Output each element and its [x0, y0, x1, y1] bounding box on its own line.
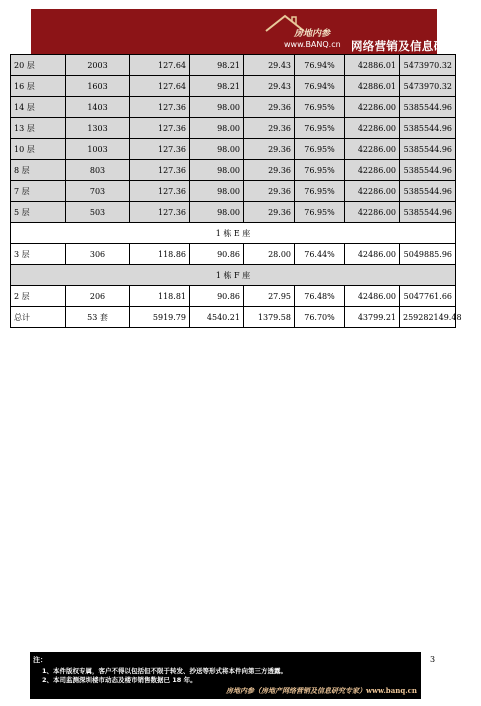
logo-text: 房地内参	[294, 29, 331, 39]
unit-cell: 703	[66, 181, 130, 202]
ratio-cell: 76.94%	[295, 76, 345, 97]
unit-cell: 1403	[66, 97, 130, 118]
section-row	[11, 223, 456, 244]
unit-price-cell: 42886.01	[345, 76, 400, 97]
table-row	[11, 181, 456, 202]
unit-price-cell: 42886.01	[345, 55, 400, 76]
page-number: 3	[430, 655, 436, 664]
floor-cell: 7 层	[11, 181, 66, 202]
inner-area-cell: 98.00	[190, 139, 244, 160]
total-price-cell: 5049885.96	[400, 244, 456, 265]
table-body	[11, 55, 462, 328]
header-banner	[31, 9, 481, 54]
table-row	[11, 307, 456, 328]
footer-brand: 房地内参（房地产网络营销及信息研究专家）	[226, 686, 366, 695]
unit-price-cell: 42486.00	[345, 244, 400, 265]
shared-area-cell: 1379.58	[244, 307, 295, 328]
unit-price-cell: 42286.00	[345, 160, 400, 181]
table-row	[11, 76, 456, 97]
unit-price-cell: 42286.00	[345, 181, 400, 202]
area-cell: 127.36	[130, 118, 190, 139]
shared-area-cell: 29.36	[244, 202, 295, 223]
table-row	[11, 55, 456, 76]
area-cell: 127.36	[130, 160, 190, 181]
inner-area-cell: 98.00	[190, 160, 244, 181]
unit-price-cell: 42286.00	[345, 118, 400, 139]
area-cell: 127.36	[130, 202, 190, 223]
unit-cell: 53 套	[66, 307, 130, 328]
unit-cell: 1303	[66, 118, 130, 139]
note-title: 注：	[33, 656, 47, 664]
total-price-cell: 5473970.32	[400, 76, 456, 97]
floor-cell: 10 层	[11, 139, 66, 160]
inner-area-cell: 98.00	[190, 181, 244, 202]
shared-area-cell: 29.43	[244, 76, 295, 97]
area-cell: 118.81	[130, 286, 190, 307]
total-price-cell: 5385544.96	[400, 181, 456, 202]
unit-cell: 1603	[66, 76, 130, 97]
area-cell: 118.86	[130, 244, 190, 265]
monitoring-note: 2、本司监测深圳楼市动态及楼市销售数据已 18 年。	[42, 676, 197, 684]
total-price-cell: 259282149.48	[400, 307, 456, 328]
ratio-cell: 76.95%	[295, 139, 345, 160]
area-cell: 127.36	[130, 181, 190, 202]
area-cell: 127.36	[130, 97, 190, 118]
inner-area-cell: 4540.21	[190, 307, 244, 328]
shared-area-cell: 27.95	[244, 286, 295, 307]
total-price-cell: 5047761.66	[400, 286, 456, 307]
area-cell: 5919.79	[130, 307, 190, 328]
floor-cell: 总计	[11, 307, 66, 328]
unit-price-cell: 42286.00	[345, 97, 400, 118]
ratio-cell: 76.95%	[295, 97, 345, 118]
shared-area-cell: 29.36	[244, 181, 295, 202]
table-row	[11, 118, 456, 139]
floor-cell: 14 层	[11, 97, 66, 118]
floor-cell: 16 层	[11, 76, 66, 97]
shared-area-cell: 29.36	[244, 97, 295, 118]
unit-price-cell: 42286.00	[345, 139, 400, 160]
shared-area-cell: 28.00	[244, 244, 295, 265]
unit-cell: 503	[66, 202, 130, 223]
unit-cell: 803	[66, 160, 130, 181]
sales-table	[10, 54, 462, 328]
area-cell: 127.64	[130, 55, 190, 76]
shared-area-cell: 29.36	[244, 118, 295, 139]
floor-cell: 20 层	[11, 55, 66, 76]
floor-cell: 13 层	[11, 118, 66, 139]
floor-cell: 8 层	[11, 160, 66, 181]
area-cell: 127.64	[130, 76, 190, 97]
unit-price-cell: 43799.21	[345, 307, 400, 328]
inner-area-cell: 98.00	[190, 202, 244, 223]
table-row	[11, 286, 456, 307]
table-row	[11, 97, 456, 118]
ratio-cell: 76.95%	[295, 118, 345, 139]
inner-area-cell: 98.00	[190, 118, 244, 139]
section-label: 1 栋 E 座	[11, 223, 456, 244]
total-price-cell: 5385544.96	[400, 160, 456, 181]
total-price-cell: 5385544.96	[400, 118, 456, 139]
shared-area-cell: 29.36	[244, 160, 295, 181]
logo-url: www.BANQ.cn	[284, 40, 341, 49]
inner-area-cell: 90.86	[190, 286, 244, 307]
footer-notes	[30, 652, 421, 699]
unit-price-cell: 42286.00	[345, 202, 400, 223]
inner-area-cell: 98.21	[190, 76, 244, 97]
unit-cell: 206	[66, 286, 130, 307]
unit-price-cell: 42486.00	[345, 286, 400, 307]
total-price-cell: 5385544.96	[400, 97, 456, 118]
unit-cell: 2003	[66, 55, 130, 76]
floor-cell: 5 层	[11, 202, 66, 223]
ratio-cell: 76.94%	[295, 55, 345, 76]
ratio-cell: 76.44%	[295, 244, 345, 265]
section-row	[11, 265, 456, 286]
table-row	[11, 139, 456, 160]
inner-area-cell: 98.00	[190, 97, 244, 118]
total-price-cell: 5473970.32	[400, 55, 456, 76]
ratio-cell: 76.95%	[295, 160, 345, 181]
table-row	[11, 160, 456, 181]
table-row	[11, 244, 456, 265]
ratio-cell: 76.48%	[295, 286, 345, 307]
total-price-cell: 5385544.96	[400, 202, 456, 223]
inner-area-cell: 98.21	[190, 55, 244, 76]
total-price-cell: 5385544.96	[400, 139, 456, 160]
shared-area-cell: 29.36	[244, 139, 295, 160]
ratio-cell: 76.95%	[295, 181, 345, 202]
table-row	[11, 202, 456, 223]
shared-area-cell: 29.43	[244, 55, 295, 76]
footer-url: www.banq.cn	[365, 686, 417, 695]
unit-cell: 306	[66, 244, 130, 265]
floor-cell: 3 层	[11, 244, 66, 265]
area-cell: 127.36	[130, 139, 190, 160]
section-label: 1 栋 F 座	[11, 265, 456, 286]
unit-cell: 1003	[66, 139, 130, 160]
copyright-note: 1、本件版权专属，客户不得以包括但不限于转发、抄送等形式将本件向第三方透露。	[42, 667, 288, 675]
header-slogan: 网络营销及信息研究专家	[351, 39, 481, 53]
floor-cell: 2 层	[11, 286, 66, 307]
inner-area-cell: 90.86	[190, 244, 244, 265]
ratio-cell: 76.95%	[295, 202, 345, 223]
ratio-cell: 76.70%	[295, 307, 345, 328]
